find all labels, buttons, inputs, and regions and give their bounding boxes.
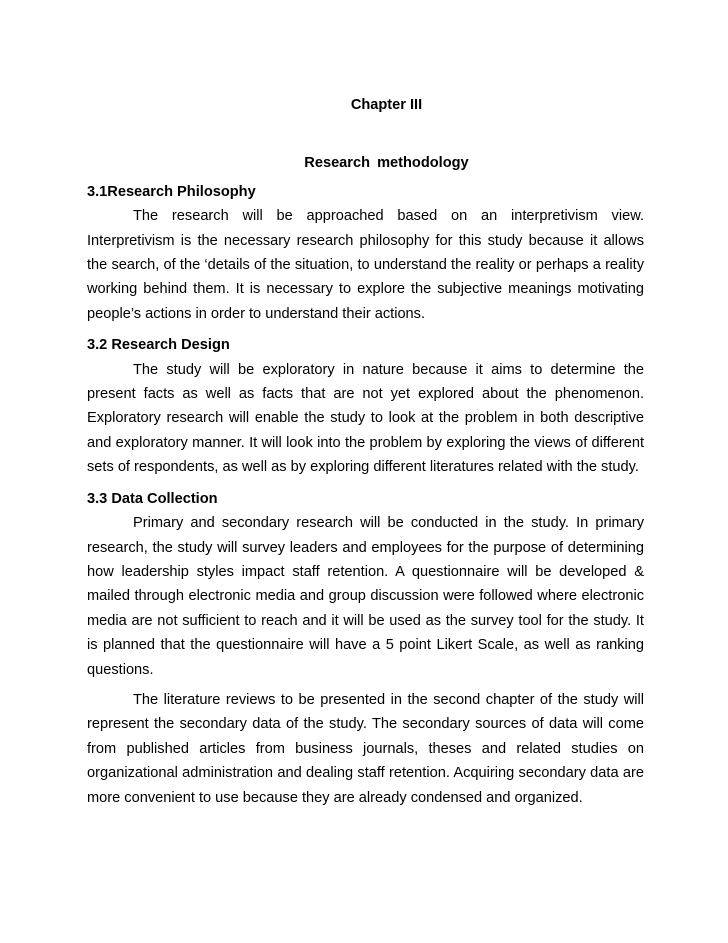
paragraph: Primary and secondary research will be conducted in the study. In primary research, the study will survey leaders and employees for the purpose of determining how leadership styles impact staff retention. A questionnaire will be developed & mailed through electronic media and group discussion were followed where electronic media are not sufficient to reach and it will be used as the survey tool for the study. It is planned that the questionnaire will have a 5 point Likert Scale, as well as ranking questions. xyxy=(87,515,644,678)
section-heading: 3.1Research Philosophy xyxy=(87,183,256,200)
section-data-collection xyxy=(87,487,644,810)
chapter-title: Chapter III xyxy=(350,97,423,113)
paragraph: The literature reviews to be presented in the second chapter of the study will represent the secondary data of the study. The secondary sources of data will come from published articles from business journals, theses and related studies on organizational administration and dealing staff retention. Acquiring secondary data are more convenient to use because they are already condensed and organized. xyxy=(87,691,644,806)
section-heading: 3.3 Data Collection xyxy=(87,490,218,507)
document-body xyxy=(87,93,644,810)
section-research-design xyxy=(87,333,644,479)
paragraph: The research will be approached based on an interpretivism view. Interpretivism is the necessary research philosophy for this study because it allows the search, of the ‘details of the situation, to understand the reality or perhaps a reality working behind them. It is necessary to explore the subjective meanings motivating people’s actions in order to understand their actions. xyxy=(87,208,644,322)
paragraph: The study will be exploratory in nature because it aims to determine the present facts as well as facts that are not yet explored about the phenomenon. Exploratory research will enable the study to look at the problem in both descriptive and exploratory manner. It will look into the problem by exploring the views of different sets of respondents, as well as by exploring different literatures related with the study. xyxy=(87,361,644,476)
section-research-philosophy xyxy=(87,180,644,326)
page-title: Research methodology xyxy=(304,155,469,172)
section-heading: 3.2 Research Design xyxy=(87,337,230,354)
